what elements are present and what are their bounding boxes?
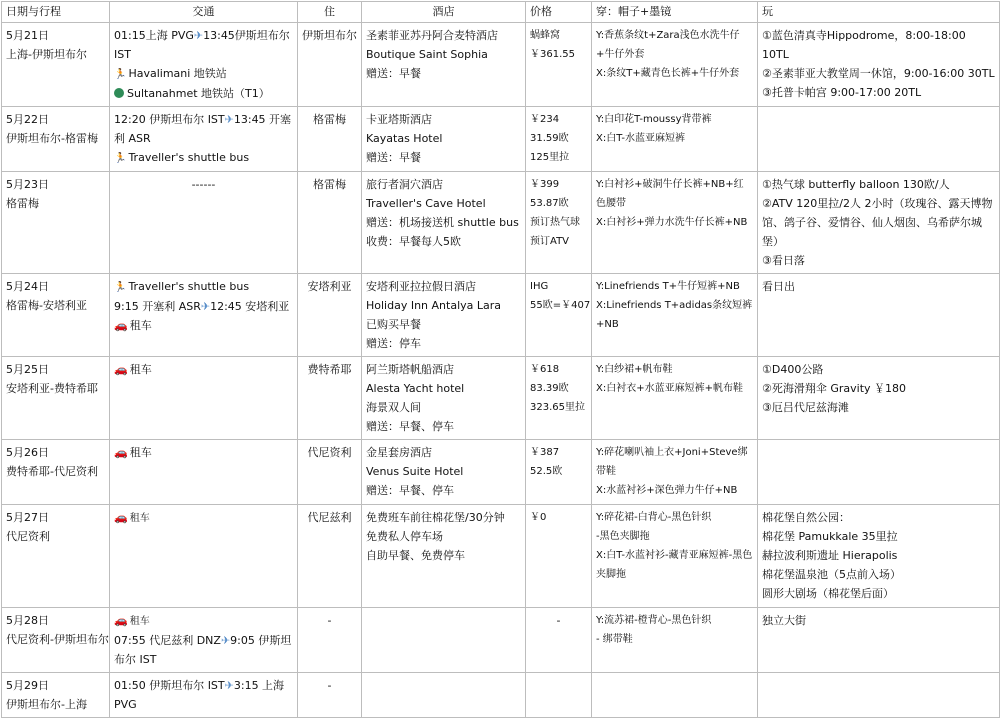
transport-cell	[110, 107, 298, 172]
day-date: 5月28日	[6, 614, 49, 627]
transport-line	[114, 508, 293, 528]
hotel-line: Traveller's Cave Hotel	[366, 197, 486, 210]
stay-cell	[298, 440, 362, 505]
play-cell	[758, 23, 1000, 107]
price-line: 预订ATV	[530, 236, 570, 247]
plane-icon: ✈	[220, 634, 231, 647]
car-icon: 🚗	[114, 319, 128, 332]
wear-line: Y:白印花T-moussy背带裤	[596, 114, 712, 125]
play-line: 棉花堡自然公园：	[762, 511, 850, 524]
wear-line: Y:白衬衫+破洞牛仔长裤+NB+红色腰带	[596, 179, 744, 209]
transport-line	[114, 26, 293, 64]
wear-line: Y:Linefriends T+牛仔短裤+NB	[596, 281, 740, 292]
plane-icon: ✈	[224, 679, 234, 692]
play-line: ③看日落	[762, 254, 805, 267]
day-date: 5月29日	[6, 679, 49, 692]
hotel-line: 安塔利亚拉拉假日酒店	[366, 280, 476, 293]
stay-city: 代尼兹利	[307, 511, 352, 524]
transport-cell	[110, 608, 298, 673]
transport-text: 9:15 开塞利 ASR	[114, 300, 201, 313]
play-line: ②死海滑翔伞 Gravity ￥180	[762, 382, 907, 395]
wear-line: Y:香蕉条纹t+Zara浅色水洗牛仔+牛仔外套	[596, 30, 740, 60]
table-row	[2, 357, 1000, 440]
itinerary-table	[1, 1, 1000, 718]
wear-line: Y:白纱裙+帆布鞋	[596, 364, 673, 375]
wear-line: X:白衬衫+弹力水洗牛仔长裤+NB	[596, 217, 748, 228]
price-line: 125里拉	[530, 152, 570, 163]
day-route: 伊斯坦布尔-格雷梅	[6, 132, 98, 145]
stay-city: 格雷梅	[313, 178, 346, 191]
price-line: 蜗蜂窝	[530, 30, 560, 41]
hotel-line: 收费：早餐每人5欧	[366, 235, 461, 248]
hotel-cell	[362, 357, 526, 440]
price-cell	[526, 172, 592, 274]
price-cell	[526, 357, 592, 440]
hotel-cell	[362, 107, 526, 172]
transport-line	[114, 277, 293, 297]
transport-line	[114, 443, 293, 462]
transport-text: 租车	[129, 513, 150, 524]
hotel-line: 赠送：早餐	[366, 151, 421, 164]
hotel-line: 海景双人间	[366, 401, 421, 414]
price-line: 55欧=￥407	[530, 300, 591, 311]
transport-cell	[110, 673, 298, 718]
header-stay: 住	[298, 2, 362, 23]
transport-text: 12:20 伊斯坦布尔 IST	[114, 113, 225, 126]
wear-cell	[592, 274, 758, 357]
hotel-cell	[362, 23, 526, 107]
date-cell	[2, 274, 110, 357]
wear-cell	[592, 172, 758, 274]
car-icon: 🚗	[114, 511, 128, 524]
play-line: 赫拉波利斯遗址 Hierapolis	[762, 549, 898, 562]
table-row	[2, 505, 1000, 608]
price-cell	[526, 107, 592, 172]
play-line: ①热气球 butterfly balloon 130欧/人	[762, 178, 950, 191]
table-row	[2, 172, 1000, 274]
plane-icon: ✈	[224, 113, 234, 126]
play-cell	[758, 357, 1000, 440]
day-date: 5月26日	[6, 446, 49, 459]
day-date: 5月23日	[6, 178, 49, 191]
play-cell	[758, 673, 1000, 718]
price-line: ￥399	[530, 179, 560, 190]
car-icon: 🚗	[114, 446, 128, 459]
wear-cell	[592, 505, 758, 608]
play-line: 棉花堡温泉池（5点前入场）	[762, 568, 901, 581]
date-cell	[2, 440, 110, 505]
stay-city: 伊斯坦布尔	[302, 29, 357, 42]
price-line: ￥618	[530, 364, 560, 375]
transport-text: 租车	[129, 319, 152, 332]
transport-empty: ------	[191, 178, 216, 191]
price-line: 323.65里拉	[530, 402, 585, 413]
wear-cell	[592, 23, 758, 107]
transport-line	[114, 297, 293, 316]
transport-text: 01:15上海 PVG	[114, 29, 194, 42]
stay-cell	[298, 23, 362, 107]
stay-cell	[298, 505, 362, 608]
play-line: ③厄吕代尼兹海滩	[762, 401, 849, 414]
hotel-line: 阿兰斯塔帆船酒店	[366, 363, 454, 376]
plane-icon: ✈	[200, 300, 211, 313]
wear-cell	[592, 357, 758, 440]
price-cell	[526, 23, 592, 107]
stay-city: 格雷梅	[313, 113, 346, 126]
wear-line: X:水蓝衬衫+深色弹力牛仔+NB	[596, 485, 738, 496]
header-play: 玩	[758, 2, 1000, 23]
transport-line	[114, 631, 293, 669]
price-line: 预订热气球	[530, 217, 580, 228]
date-cell	[2, 23, 110, 107]
stay-cell	[298, 357, 362, 440]
wear-line: -黑色夹脚拖	[596, 531, 650, 542]
hotel-cell	[362, 673, 526, 718]
hotel-line: 赠送：早餐	[366, 67, 421, 80]
play-line: ②圣素菲亚大教堂周一休馆，9:00-16:00 30TL	[762, 67, 995, 80]
price-empty: -	[556, 614, 561, 627]
transport-line	[114, 110, 293, 148]
hotel-line: Alesta Yacht hotel	[366, 382, 465, 395]
stay-cell	[298, 172, 362, 274]
transport-line	[114, 316, 293, 335]
stay-city: 代尼资利	[307, 446, 352, 459]
date-cell	[2, 107, 110, 172]
transport-line	[114, 611, 293, 631]
hotel-line: 免费班车前往棉花堡/30分钟	[366, 511, 505, 524]
wear-cell	[592, 107, 758, 172]
play-cell	[758, 172, 1000, 274]
transport-text: 13:45伊斯坦布尔 IST	[114, 29, 290, 61]
wear-line: X:白衬衣+水蓝亚麻短裤+帆布鞋	[596, 383, 743, 394]
date-cell	[2, 673, 110, 718]
price-line: ￥361.55	[530, 49, 575, 60]
transport-text: Sultanahmet 地铁站（T1）	[127, 87, 270, 100]
hotel-cell	[362, 440, 526, 505]
transport-cell	[110, 440, 298, 505]
hotel-line: 自助早餐、免费停车	[366, 549, 465, 562]
wear-line: X:条纹T+藏青色长裤+牛仔外套	[596, 68, 740, 79]
hotel-cell	[362, 172, 526, 274]
transport-text: 租车	[129, 446, 152, 459]
transport-line	[114, 676, 293, 714]
metro-icon	[114, 88, 124, 98]
price-line: 31.59欧	[530, 133, 569, 144]
runner-icon: 🏃	[114, 69, 127, 80]
wear-cell	[592, 440, 758, 505]
transport-text: 租车	[129, 363, 152, 376]
price-line: ￥234	[530, 114, 560, 125]
price-line: 83.39欧	[530, 383, 569, 394]
wear-line: X:Linefriends T+adidas条纹短裤+NB	[596, 300, 753, 330]
day-route: 伊斯坦布尔-上海	[6, 698, 87, 711]
transport-cell	[110, 505, 298, 608]
play-line: ②ATV 120里拉/2人 2小时（玫瑰谷、露天博物馆、鸽子谷、爱情谷、仙人烟囱、乌希萨尔城堡）	[762, 197, 993, 248]
car-icon: 🚗	[114, 614, 128, 627]
day-route: 格雷梅-安塔利亚	[6, 299, 87, 312]
play-line: ③托普卡帕宫 9:00-17:00 20TL	[762, 86, 922, 99]
day-date: 5月25日	[6, 363, 49, 376]
hotel-line: 圣素菲亚苏丹阿合麦特酒店	[366, 29, 498, 42]
date-cell	[2, 357, 110, 440]
day-route: 费特希耶-代尼资利	[6, 465, 98, 478]
transport-text: Havalimani 地铁站	[128, 67, 227, 80]
stay-city: 安塔利亚	[307, 280, 352, 293]
hotel-line: 金星套房酒店	[366, 446, 432, 459]
transport-text: 3:15 上海 PVG	[114, 679, 285, 711]
play-line: ①D400公路	[762, 363, 824, 376]
transport-line	[114, 148, 293, 168]
table-row	[2, 107, 1000, 172]
hotel-line: 赠送：早餐、停车	[366, 484, 454, 497]
day-route: 格雷梅	[6, 197, 39, 210]
wear-line: - 绑带鞋	[596, 634, 633, 645]
day-date: 5月21日	[6, 29, 49, 42]
stay-cell	[298, 107, 362, 172]
play-cell	[758, 274, 1000, 357]
day-route: 代尼资利	[6, 530, 50, 543]
play-line: 圆形大剧场（棉花堡后面）	[762, 587, 894, 600]
transport-text: 07:55 代尼兹利 DNZ	[114, 634, 221, 647]
price-line: ￥0	[530, 512, 547, 523]
car-icon: 🚗	[114, 363, 128, 376]
header-hotel: 酒店	[362, 2, 526, 23]
header-date: 日期与行程	[2, 2, 110, 23]
plane-icon: ✈	[193, 29, 204, 42]
wear-line: Y:碎花裙-白背心-黑色针织	[596, 512, 712, 523]
table-row	[2, 608, 1000, 673]
transport-cell	[110, 23, 298, 107]
stay-cell	[298, 274, 362, 357]
price-cell	[526, 608, 592, 673]
day-route: 上海-伊斯坦布尔	[6, 48, 87, 61]
transport-line	[114, 84, 293, 103]
wear-line: Y:碎花喇叭袖上衣+Joni+Steve绑带鞋	[596, 447, 748, 477]
hotel-cell	[362, 274, 526, 357]
transport-text: 租车	[129, 616, 150, 627]
hotel-line: Kayatas Hotel	[366, 132, 443, 145]
price-cell	[526, 274, 592, 357]
price-cell	[526, 673, 592, 718]
play-line: 独立大街	[762, 614, 806, 627]
hotel-line: 卡亚塔斯酒店	[366, 113, 432, 126]
hotel-line: Venus Suite Hotel	[366, 465, 464, 478]
runner-icon: 🏃	[114, 282, 127, 293]
transport-line	[114, 64, 293, 84]
stay-cell	[298, 673, 362, 718]
hotel-line: Holiday Inn Antalya Lara	[366, 299, 502, 312]
wear-cell	[592, 608, 758, 673]
header-wear: 穿：帽子+墨镜	[592, 2, 758, 23]
wear-line: Y:流苏裙-橙背心-黑色针织	[596, 615, 712, 626]
transport-text: Traveller's shuttle bus	[128, 280, 250, 293]
hotel-cell	[362, 505, 526, 608]
table-row	[2, 673, 1000, 718]
play-line: ①蓝色清真寺Hippodrome，8:00-18:00 10TL	[762, 29, 966, 61]
transport-text: 9:05 伊斯坦布尔 IST	[114, 634, 292, 666]
day-date: 5月27日	[6, 511, 49, 524]
runner-icon: 🏃	[114, 153, 127, 164]
hotel-line: 旅行者洞穴酒店	[366, 178, 443, 191]
stay-city: 费特希耶	[307, 363, 352, 376]
hotel-line: 赠送：早餐、停车	[366, 420, 454, 433]
day-date: 5月22日	[6, 113, 49, 126]
table-row	[2, 440, 1000, 505]
play-cell	[758, 107, 1000, 172]
play-line: 棉花堡 Pamukkale 35里拉	[762, 530, 898, 543]
date-cell	[2, 608, 110, 673]
play-cell	[758, 440, 1000, 505]
stay-city: -	[327, 679, 332, 692]
price-line: ￥387	[530, 447, 560, 458]
wear-line: X:白T-水蓝衬衫-藏青亚麻短裤-黑色夹脚拖	[596, 550, 753, 580]
wear-line: X:白T-水蓝亚麻短裤	[596, 133, 686, 144]
transport-cell	[110, 172, 298, 274]
stay-city: -	[327, 614, 332, 627]
date-cell	[2, 505, 110, 608]
transport-text: Traveller's shuttle bus	[128, 151, 250, 164]
price-cell	[526, 440, 592, 505]
wear-cell	[592, 673, 758, 718]
date-cell	[2, 172, 110, 274]
day-route: 代尼资利-伊斯坦布尔	[6, 633, 109, 646]
table-row	[2, 274, 1000, 357]
price-line: IHG	[530, 281, 549, 292]
hotel-line: 赠送：机场接送机 shuttle bus	[366, 216, 519, 229]
transport-text: 12:45 安塔利亚	[210, 300, 290, 313]
hotel-line: 已购买早餐	[366, 318, 421, 331]
price-cell	[526, 505, 592, 608]
table-row	[2, 23, 1000, 107]
play-cell	[758, 505, 1000, 608]
hotel-line: Boutique Saint Sophia	[366, 48, 488, 61]
hotel-cell	[362, 608, 526, 673]
transport-cell	[110, 274, 298, 357]
price-line: 53.87欧	[530, 198, 569, 209]
play-line: 看日出	[762, 280, 795, 293]
stay-cell	[298, 608, 362, 673]
transport-cell	[110, 357, 298, 440]
header-transport: 交通	[110, 2, 298, 23]
price-line: 52.5欧	[530, 466, 563, 477]
day-route: 安塔利亚-费特希耶	[6, 382, 98, 395]
hotel-line: 赠送：停车	[366, 337, 421, 350]
transport-text: 01:50 伊斯坦布尔 IST	[114, 679, 225, 692]
transport-text: 13:45 开塞利 ASR	[114, 113, 292, 145]
hotel-line: 免费私人停车场	[366, 530, 443, 543]
day-date: 5月24日	[6, 280, 49, 293]
header-row	[2, 2, 1000, 23]
transport-line	[114, 360, 293, 379]
play-cell	[758, 608, 1000, 673]
header-price: 价格	[526, 2, 592, 23]
